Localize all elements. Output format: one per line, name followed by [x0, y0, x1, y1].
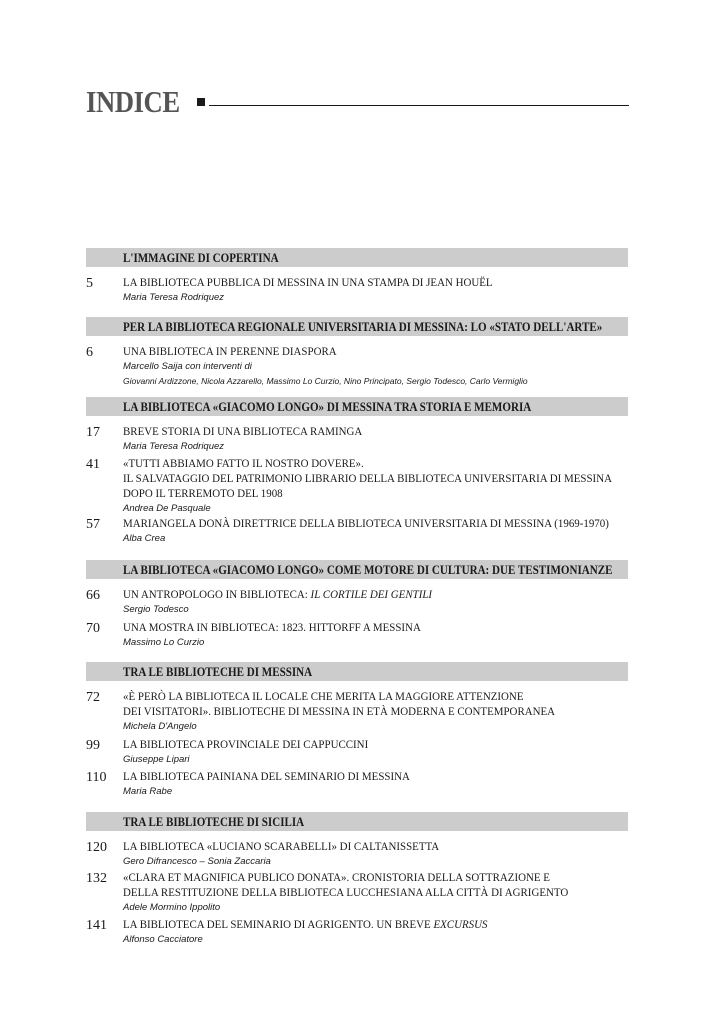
section-heading [86, 248, 628, 267]
page-number: 72 [86, 690, 100, 705]
entry-author: Sergio Todesco [123, 604, 189, 615]
entry-author: Alfonso Cacciatore [123, 934, 203, 945]
section-heading [86, 560, 628, 579]
entry-author: Giuseppe Lipari [123, 754, 190, 765]
page-number: 120 [86, 840, 107, 855]
entry-author: Gero Difrancesco – Sonia Zaccaria [123, 856, 271, 867]
entry-contributors: Giovanni Ardizzone, Nicola Azzarello, Massimo Lo Curzio, Nino Principato, Sergio Todesco, Carlo Vermiglio [123, 376, 528, 386]
entry-title-line: DELLA RESTITUZIONE DELLA BIBLIOTECA LUCCHESIANA ALLA CITTÀ DI AGRIGENTO [123, 887, 569, 899]
section-title: LA BIBLIOTECA «GIACOMO LONGO» DI MESSINA TRA STORIA E MEMORIA [123, 399, 532, 414]
section-title: TRA LE BIBLIOTECHE DI SICILIA [123, 814, 305, 829]
page-number: 6 [86, 345, 93, 360]
entry-author: Marcello Saija con interventi di [123, 361, 252, 372]
entry-title: LA BIBLIOTECA PUBBLICA DI MESSINA IN UNA STAMPA DI JEAN HOUËL [123, 277, 493, 289]
entry-title: UNA MOSTRA IN BIBLIOTECA: 1823. HITTORFF A MESSINA [123, 622, 421, 634]
entry-author: Maria Rabe [123, 786, 173, 797]
entry-author: Adele Mormino Ippolito [123, 902, 221, 913]
section-heading [86, 812, 628, 831]
entry-author: Maria Teresa Rodriquez [123, 292, 225, 303]
entry-title-line: DOPO IL TERREMOTO DEL 1908 [123, 488, 283, 500]
entry-title-line: DEI VISITATORI». BIBLIOTECHE DI MESSINA IN ETÀ MODERNA E CONTEMPORANEA [123, 706, 556, 718]
entry-title-prefix: LA BIBLIOTECA DEL SEMINARIO DI AGRIGENTO. UN BREVE [123, 919, 434, 931]
section-title: LA BIBLIOTECA «GIACOMO LONGO» COME MOTORE DI CULTURA: DUE TESTIMONIANZE [123, 562, 613, 577]
page-number: 5 [86, 276, 93, 291]
entry-title: UNA BIBLIOTECA IN PERENNE DIASPORA [123, 346, 337, 358]
entry-title-line: «CLARA ET MAGNIFICA PUBLICO DONATA». CRONISTORIA DELLA SOTTRAZIONE E [123, 872, 550, 884]
page-number: 99 [86, 738, 100, 753]
entry-title-line: «TUTTI ABBIAMO FATTO IL NOSTRO DOVERE». [123, 458, 364, 470]
page-number: 17 [86, 425, 100, 440]
entry-author: Alba Crea [123, 533, 166, 544]
entry-title-line: «È PERÒ LA BIBLIOTECA IL LOCALE CHE MERITA LA MAGGIORE ATTENZIONE [123, 691, 524, 703]
entry-title [123, 919, 487, 931]
section-title: TRA LE BIBLIOTECHE DI MESSINA [123, 664, 313, 679]
entry-author: Michela D'Angelo [123, 721, 197, 732]
entry-title-line: IL SALVATAGGIO DEL PATRIMONIO LIBRARIO DELLA BIBLIOTECA UNIVERSITARIA DI MESSINA [123, 473, 612, 485]
title-rule [209, 105, 629, 106]
page-number: 132 [86, 871, 107, 886]
entry-title: LA BIBLIOTECA PROVINCIALE DEI CAPPUCCINI [123, 739, 369, 751]
entry-title-prefix: UN ANTROPOLOGO IN BIBLIOTECA: [123, 589, 311, 601]
page-title: INDICE [86, 84, 180, 119]
section-title: PER LA BIBLIOTECA REGIONALE UNIVERSITARIA DI MESSINA: LO «STATO DELL'ARTE» [123, 319, 603, 334]
entry-title: LA BIBLIOTECA PAINIANA DEL SEMINARIO DI MESSINA [123, 771, 410, 783]
entry-author: Andrea De Pasquale [123, 503, 211, 514]
section-heading [86, 397, 628, 416]
entry-title: MARIANGELA DONÀ DIRETTRICE DELLA BIBLIOTECA UNIVERSITARIA DI MESSINA (1969-1970) [123, 518, 609, 530]
page-number: 41 [86, 457, 100, 472]
entry-title: LA BIBLIOTECA «LUCIANO SCARABELLI» DI CALTANISSETTA [123, 841, 440, 853]
page-number: 70 [86, 621, 100, 636]
entry-title [123, 589, 432, 601]
page-number: 57 [86, 517, 100, 532]
section-title: L'IMMAGINE DI COPERTINA [123, 250, 279, 265]
page-number: 141 [86, 918, 107, 933]
section-heading [86, 662, 628, 681]
section-heading [86, 317, 628, 336]
page-number: 110 [86, 770, 107, 785]
entry-author: Massimo Lo Curzio [123, 637, 205, 648]
entry-author: Maria Teresa Rodriquez [123, 441, 225, 452]
page-header [86, 84, 631, 124]
entry-title: BREVE STORIA DI UNA BIBLIOTECA RAMINGA [123, 426, 363, 438]
entry-title-italic: EXCURSUS [433, 919, 488, 931]
entry-title-italic: IL CORTILE DEI GENTILI [310, 589, 433, 601]
page-number: 66 [86, 588, 100, 603]
title-square-ornament [197, 98, 205, 106]
